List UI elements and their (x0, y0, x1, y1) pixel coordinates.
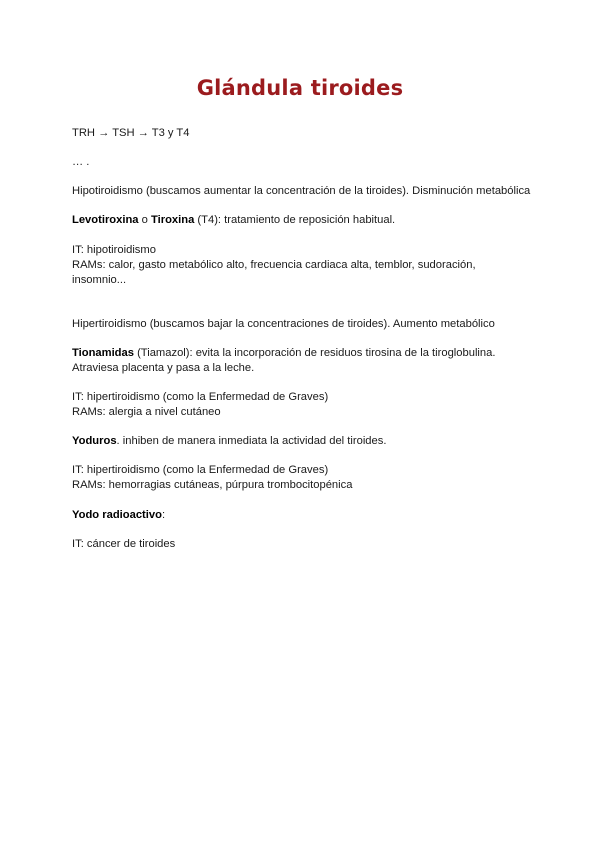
hypo-rams-line2: insomnio... (72, 274, 127, 286)
levothyroxine-line (72, 213, 542, 228)
hyperthyroidism-heading: Hipertiroidismo (buscamos bajar la concentraciones de tiroides). Aumento metabólico (72, 318, 495, 330)
drug-name-tiroxina: Tiroxina (150, 214, 195, 226)
page-title: Glándula tiroides (196, 76, 404, 100)
drug-name-levotiroxina: Levotiroxina (72, 214, 139, 226)
yodo-radioactivo-indication: IT: cáncer de tiroides (72, 538, 176, 550)
tionamidas-description-2: Atraviesa placenta y pasa a la leche. (72, 362, 255, 374)
yoduros-line (72, 434, 542, 449)
ellipsis-line: … . (72, 156, 90, 168)
yoduros-description: . inhiben de manera inmediata la actividad del tiroides. (116, 435, 387, 447)
yodo-radioactivo-line (72, 508, 542, 523)
yoduros-rams: RAMs: hemorragias cutáneas, púrpura trombocitopénica (72, 479, 353, 491)
drug-name-yodo-radioactivo: Yodo radioactivo (72, 509, 162, 521)
tionamidas-description: (Tiamazol): evita la incorporación de residuos tirosina de la tiroglobulina. (133, 347, 496, 359)
hypo-indication: IT: hipotiroidismo (72, 244, 156, 256)
drug-name-yoduros: Yoduros (72, 435, 117, 447)
connector-text: o (138, 214, 151, 226)
hypo-rams-line1: RAMs: calor, gasto metabólico alto, frecuencia cardiaca alta, temblor, sudoración, (72, 259, 476, 271)
tionamidas-line (72, 346, 542, 361)
yoduros-indication: IT: hipertiroidismo (como la Enfermedad de Graves) (72, 464, 329, 476)
hormone-axis: TRH → TSH → T3 y T4 (72, 127, 190, 139)
drug-name-tionamidas: Tionamidas (72, 347, 134, 359)
tionamidas-rams: RAMs: alergia a nivel cutáneo (72, 406, 221, 418)
tionamidas-indication: IT: hipertiroidismo (como la Enfermedad de Graves) (72, 391, 329, 403)
yodo-radioactivo-suffix: : (161, 509, 166, 521)
drug-description: (T4): tratamiento de reposición habitual. (194, 214, 396, 226)
hypothyroidism-heading: Hipotiroidismo (buscamos aumentar la concentración de la tiroides). Disminución metabólica (72, 185, 531, 197)
